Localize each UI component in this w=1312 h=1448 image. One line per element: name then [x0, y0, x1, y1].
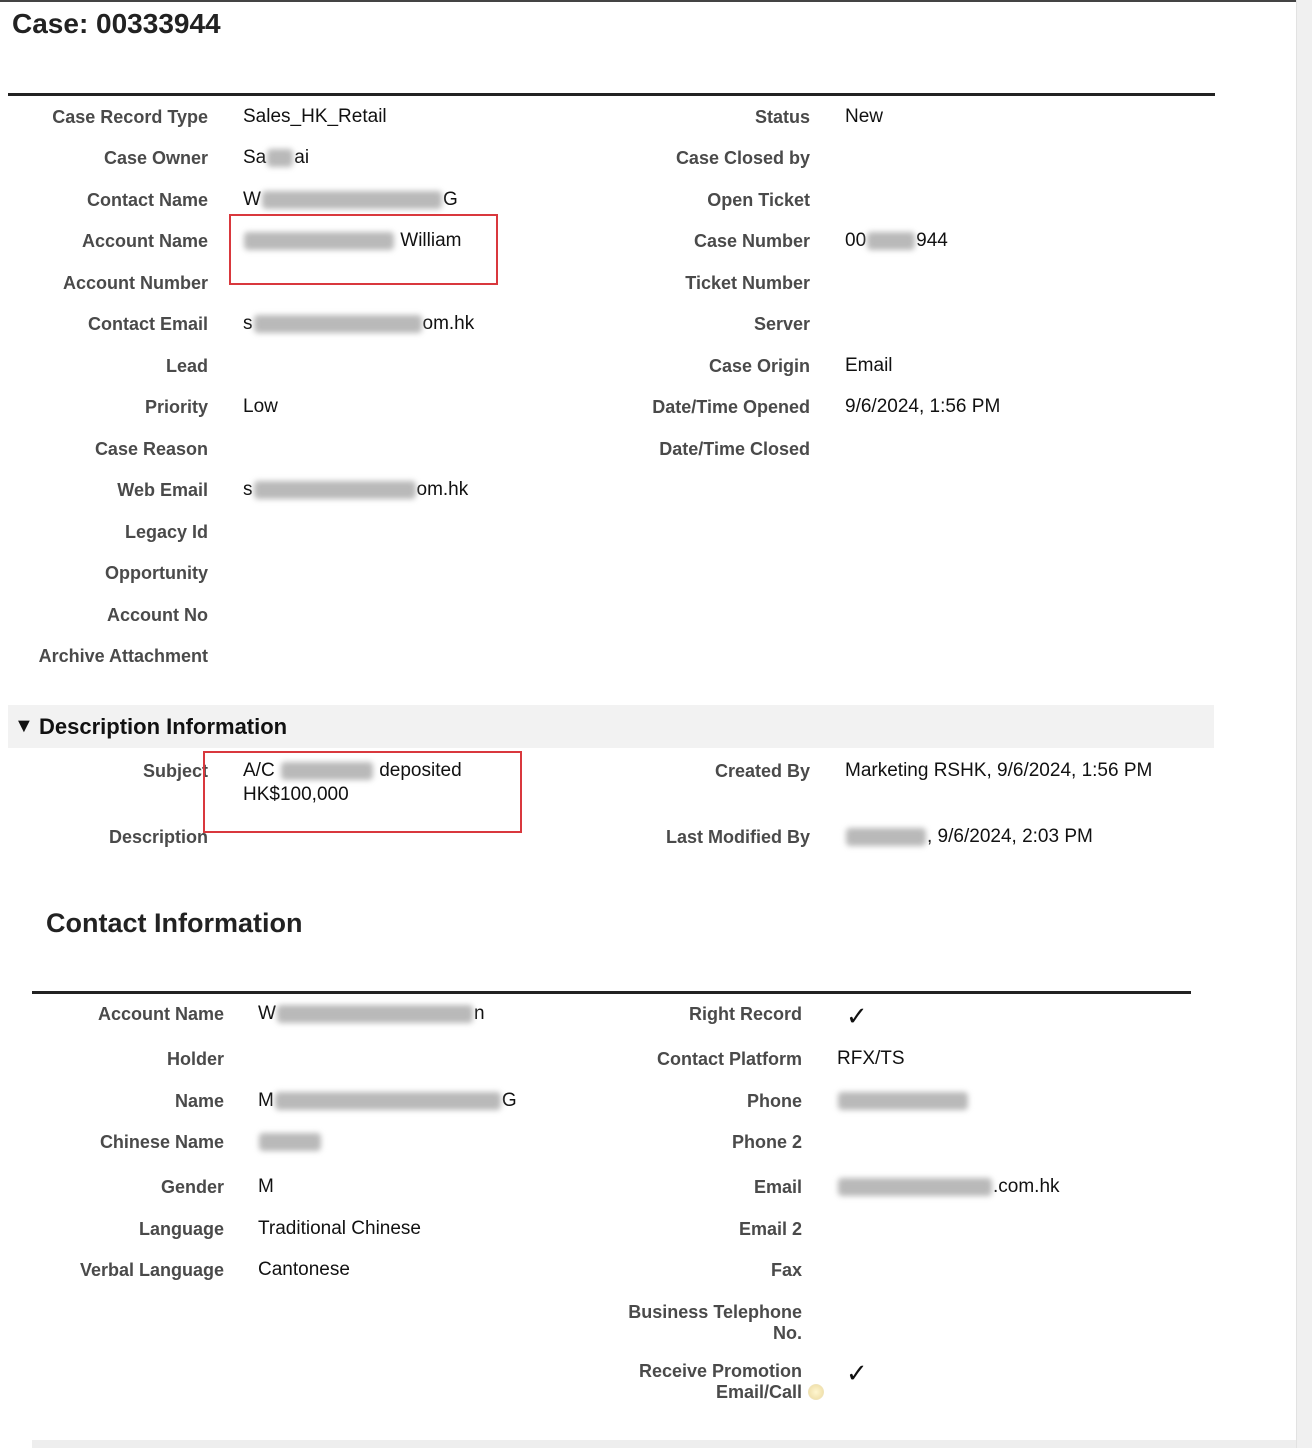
- field-label: Ticket Number: [685, 273, 810, 293]
- field-label: Account Name: [81, 231, 208, 251]
- field-label: Case Reason: [94, 439, 208, 459]
- field-status: [0, 106, 1290, 130]
- field-label: Account Name: [97, 1004, 224, 1024]
- field-value: 00 944: [845, 230, 948, 251]
- field-value: Cantonese: [258, 1259, 350, 1280]
- field-open-ticket: [0, 189, 1290, 213]
- field-label: Business Telephone: [628, 1302, 802, 1322]
- field-label: Account Number: [62, 273, 208, 293]
- field-label: Case Origin: [708, 356, 810, 376]
- field-value: Traditional Chinese: [258, 1218, 421, 1239]
- field-label: Receive Promotion: [638, 1361, 802, 1381]
- contact-field-phone: [0, 1090, 1290, 1114]
- field-server: [0, 313, 1290, 337]
- field-label: Server: [753, 314, 810, 334]
- field-value[interactable]: [837, 1090, 969, 1112]
- field-legacy-id: [0, 521, 1290, 545]
- field-last-modified-by: [0, 826, 1290, 850]
- field-label: Date/Time Closed: [659, 439, 810, 459]
- field-label: Contact Name: [86, 190, 208, 210]
- field-created-by: [0, 760, 1290, 784]
- next-section-bar: [32, 1440, 1296, 1448]
- field-account-no: [0, 604, 1290, 628]
- field-label: Priority: [144, 397, 208, 417]
- contact-field-email: [0, 1176, 1290, 1200]
- checkmark-icon: ✓: [846, 1358, 868, 1388]
- field-case-number: [0, 230, 1290, 254]
- vertical-scrollbar[interactable]: [1296, 0, 1312, 1448]
- field-label: Contact Platform: [656, 1049, 802, 1069]
- field-value[interactable]: s om.hk: [243, 479, 469, 500]
- highlight-box-subject: [203, 751, 522, 833]
- top-border: [0, 0, 1312, 2]
- field-case-origin: [0, 355, 1290, 379]
- help-bulb-icon[interactable]: [808, 1384, 824, 1400]
- field-label: Subject: [142, 761, 208, 781]
- contact-field-fax: [0, 1259, 1290, 1283]
- field-value[interactable]: Marketing RSHK, 9/6/2024, 1:56 PM: [845, 760, 1153, 781]
- field-label: Contact Email: [87, 314, 208, 334]
- contact-field-business-telephone: [0, 1301, 1290, 1345]
- field-value[interactable]: Sa ai: [243, 147, 310, 168]
- field-label: Holder: [166, 1049, 224, 1069]
- field-label: Case Number: [693, 231, 810, 251]
- field-case-closed-by: [0, 147, 1290, 171]
- field-label: Date/Time Opened: [652, 397, 810, 417]
- field-label: Status: [754, 107, 810, 127]
- field-label: Right Record: [688, 1004, 802, 1024]
- field-value[interactable]: W n: [258, 1003, 485, 1024]
- field-label: Phone 2: [731, 1132, 802, 1152]
- highlight-box-account-name: [229, 214, 498, 285]
- field-value: New: [845, 106, 884, 127]
- field-label: Email 2: [738, 1219, 802, 1239]
- field-label: Lead: [165, 356, 208, 376]
- field-value[interactable]: , 9/6/2024, 2:03 PM: [845, 826, 1093, 848]
- field-label: Gender: [160, 1177, 224, 1197]
- contact-field-email-2: [0, 1218, 1290, 1242]
- checkmark-icon: ✓: [846, 1001, 868, 1031]
- field-label: Account No: [107, 605, 208, 625]
- section-title: Description Information: [39, 714, 288, 739]
- field-date-time-opened: [0, 396, 1290, 420]
- contact-field-receive-promotion: [0, 1360, 1290, 1404]
- field-label: Fax: [770, 1260, 802, 1280]
- redacted-text: [838, 1092, 968, 1110]
- field-opportunity: [0, 562, 1290, 586]
- description-section-header[interactable]: [8, 705, 1214, 748]
- field-label: Archive Attachment: [38, 646, 208, 666]
- field-label: Legacy Id: [124, 522, 208, 542]
- field-value: Low: [243, 396, 278, 417]
- field-label: Chinese Name: [99, 1132, 224, 1152]
- field-value[interactable]: s om.hk: [243, 313, 475, 334]
- field-value: M G: [258, 1090, 517, 1111]
- redacted-text: [838, 1178, 992, 1196]
- field-label: Case Closed by: [675, 148, 810, 168]
- field-label: Language: [138, 1219, 224, 1239]
- contact-field-right-record: [0, 1001, 1290, 1031]
- redacted-text: [846, 828, 926, 846]
- field-label: Last Modified By: [665, 827, 810, 847]
- redacted-text: [254, 481, 416, 499]
- redacted-text: [867, 232, 915, 250]
- field-value[interactable]: William: [243, 230, 462, 252]
- field-ticket-number: [0, 272, 1290, 296]
- collapse-triangle-icon[interactable]: ▼: [14, 715, 34, 737]
- field-label: Phone: [746, 1091, 802, 1111]
- field-label: Case Owner: [103, 148, 208, 168]
- contact-field-contact-platform: [0, 1048, 1290, 1072]
- field-label: Description: [108, 827, 208, 847]
- field-value: RFX/TS: [837, 1048, 905, 1069]
- field-value: 9/6/2024, 1:56 PM: [845, 396, 1001, 417]
- field-web-email: [0, 479, 1290, 503]
- field-value: Email: [845, 355, 893, 376]
- page-title: Case: 00333944: [12, 8, 221, 39]
- field-value: Sales_HK_Retail: [243, 106, 387, 127]
- contact-field-phone-2: [0, 1131, 1290, 1155]
- contact-section-title: Contact Information: [46, 908, 303, 938]
- field-label: Web Email: [117, 480, 208, 500]
- field-label: Case Record Type: [52, 107, 208, 127]
- field-label-line-2: No.: [773, 1323, 802, 1343]
- field-value[interactable]: .com.hk: [837, 1176, 1060, 1198]
- field-label: Name: [174, 1091, 224, 1111]
- field-label: Email: [753, 1177, 802, 1197]
- field-archive-attachment: [0, 645, 1290, 669]
- detail-divider: [8, 93, 1215, 96]
- field-label-line-2: Email/Call: [715, 1382, 802, 1402]
- subject-value[interactable]: A/C deposited HK$100,000: [243, 760, 462, 805]
- field-date-time-closed: [0, 438, 1290, 462]
- contact-divider: [32, 991, 1191, 994]
- field-label: Opportunity: [105, 563, 208, 583]
- field-label: Verbal Language: [79, 1260, 224, 1280]
- field-value: M: [258, 1176, 274, 1197]
- field-label: Created By: [714, 761, 810, 781]
- field-label: Open Ticket: [707, 190, 810, 210]
- field-value[interactable]: W G: [243, 189, 458, 210]
